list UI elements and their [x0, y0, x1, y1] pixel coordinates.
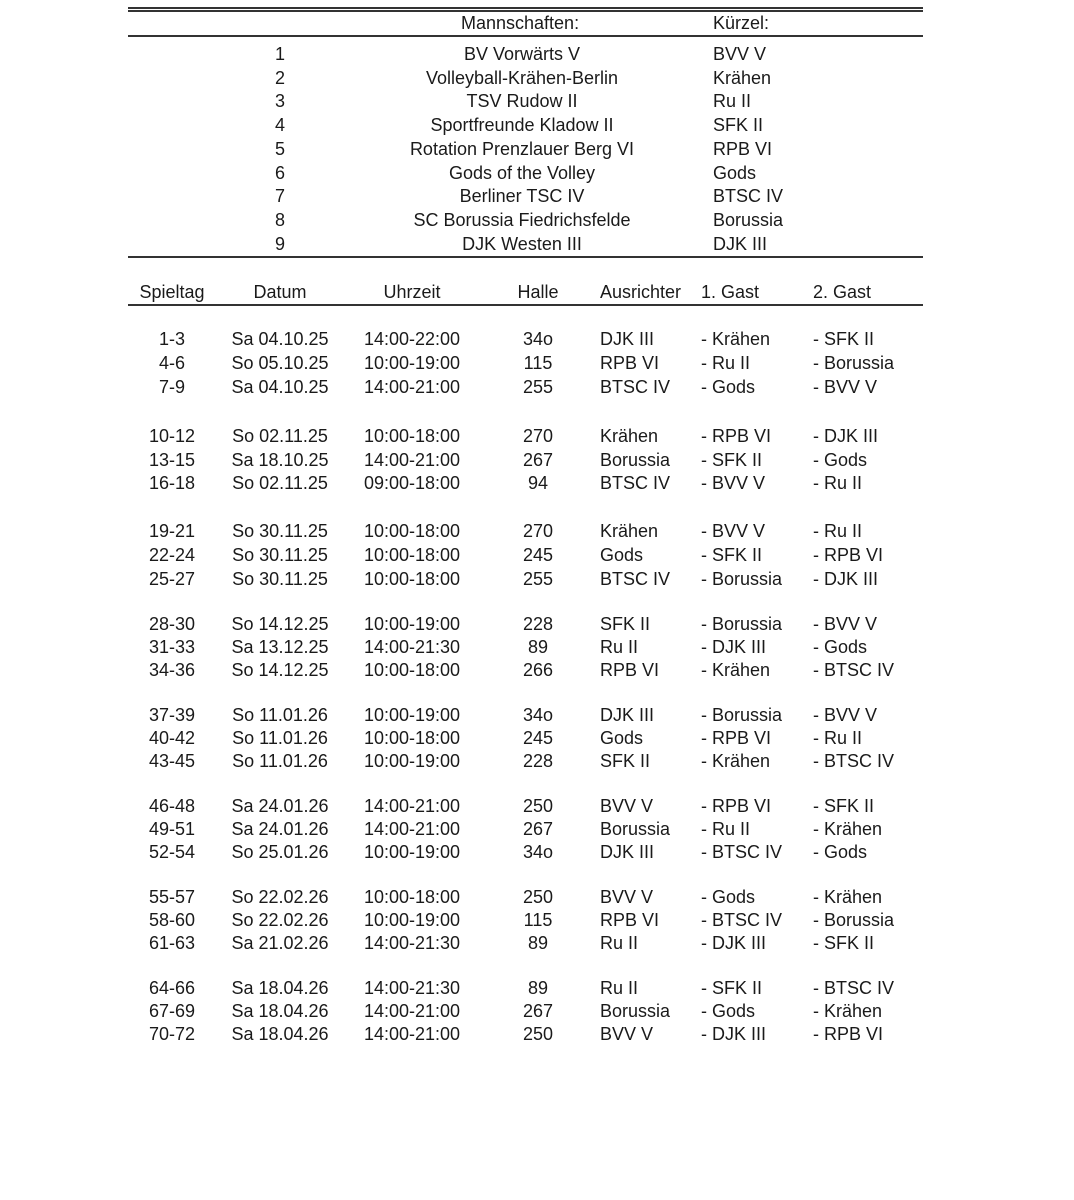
schedule-row — [128, 425, 923, 448]
cell-uhrzeit: 10:00-19:00 — [363, 910, 461, 930]
cell-datum: So 25.01.26 — [231, 842, 329, 862]
schedule-row — [128, 1000, 923, 1023]
team-short: BVV V — [713, 44, 767, 64]
schedule-row — [128, 544, 923, 567]
cell-gast1: - DJK III — [701, 637, 767, 657]
cell-ausrichter: Krähen — [600, 426, 659, 446]
cell-gast2: - RPB VI — [813, 545, 884, 565]
team-short: Ru II — [713, 91, 752, 112]
schedule-row — [128, 328, 923, 351]
header-ausrichter: Ausrichter — [600, 282, 682, 302]
cell-uhrzeit: 14:00-21:00 — [363, 819, 461, 839]
cell-spieltag: 34-36 — [148, 660, 196, 680]
cell-spieltag: 4-6 — [158, 353, 185, 373]
cell-gast1: - SFK II — [701, 545, 763, 565]
cell-gast2: - DJK III — [813, 569, 879, 589]
cell-gast1: - SFK II — [701, 978, 763, 998]
cell-datum: Sa 24.01.26 — [231, 819, 329, 839]
cell-datum: So 02.11.25 — [232, 426, 328, 446]
cell-gast2: - BVV V — [813, 377, 878, 397]
team-short: Gods — [713, 162, 757, 183]
team-name: Berliner TSC IV — [459, 186, 585, 207]
cell-halle: 228 — [522, 614, 554, 634]
cell-ausrichter: BTSC IV — [600, 377, 671, 397]
schedule-row — [128, 932, 923, 955]
cell-ausrichter: Ru II — [600, 933, 639, 953]
cell-datum: Sa 04.10.25 — [231, 377, 329, 397]
cell-datum: Sa 18.04.26 — [231, 978, 329, 998]
cell-gast2: - DJK III — [813, 426, 879, 446]
cell-ausrichter: Gods — [600, 545, 644, 565]
team-short: RPB VI — [713, 138, 773, 159]
cell-uhrzeit: 10:00-18:00 — [363, 569, 461, 589]
cell-datum: Sa 24.01.26 — [231, 796, 329, 816]
cell-halle: 94 — [527, 473, 549, 493]
cell-datum: So 22.02.26 — [231, 910, 329, 930]
cell-uhrzeit: 10:00-19:00 — [363, 353, 461, 373]
cell-spieltag: 43-45 — [148, 751, 196, 771]
team-short: Krähen — [713, 67, 772, 88]
cell-gast2: - BTSC IV — [813, 660, 895, 680]
team-name: DJK Westen III — [462, 233, 582, 254]
team-number: 6 — [274, 162, 285, 183]
cell-ausrichter: RPB VI — [600, 353, 660, 373]
cell-gast1: - Gods — [701, 1001, 756, 1021]
team-name: Gods of the Volley — [448, 162, 596, 183]
team-row — [128, 232, 923, 256]
team-row — [128, 42, 923, 66]
cell-ausrichter: SFK II — [600, 751, 651, 771]
team-name: BV Vorwärts V — [463, 44, 581, 64]
schedule-row — [128, 841, 923, 864]
team-row — [128, 113, 923, 137]
cell-gast1: - Gods — [701, 377, 756, 397]
cell-uhrzeit: 10:00-18:00 — [363, 728, 461, 748]
cell-halle: 266 — [522, 660, 554, 680]
header-spieltag: Spieltag — [139, 282, 205, 302]
cell-ausrichter: RPB VI — [600, 660, 660, 680]
cell-uhrzeit: 14:00-21:30 — [363, 933, 461, 953]
cell-uhrzeit: 14:00-21:00 — [363, 450, 461, 470]
schedule-row — [128, 704, 923, 727]
cell-ausrichter: Borussia — [600, 1001, 671, 1021]
cell-uhrzeit: 14:00-21:00 — [363, 1001, 461, 1021]
team-name: Volleyball-Krähen-Berlin — [425, 67, 619, 88]
cell-uhrzeit: 10:00-18:00 — [363, 521, 461, 541]
cell-uhrzeit: 10:00-18:00 — [363, 426, 461, 446]
cell-datum: Sa 18.04.26 — [231, 1024, 329, 1044]
team-number: 9 — [274, 233, 285, 254]
team-short: BTSC IV — [713, 186, 784, 207]
teams-short-header: Kürzel: — [713, 13, 770, 33]
cell-gast1: - BVV V — [701, 521, 766, 541]
cell-datum: So 30.11.25 — [232, 545, 328, 565]
cell-uhrzeit: 10:00-19:00 — [363, 751, 461, 771]
cell-spieltag: 46-48 — [148, 796, 196, 816]
cell-uhrzeit: 14:00-21:00 — [363, 1024, 461, 1044]
cell-uhrzeit: 14:00-21:30 — [363, 978, 461, 998]
cell-spieltag: 31-33 — [148, 637, 196, 657]
cell-ausrichter: DJK III — [600, 705, 655, 725]
cell-gast1: - Krähen — [701, 660, 771, 680]
schedule-row — [128, 977, 923, 1000]
cell-spieltag: 19-21 — [148, 521, 196, 541]
cell-ausrichter: BVV V — [600, 887, 654, 907]
team-number: 5 — [274, 138, 285, 159]
schedule-row — [128, 750, 923, 773]
team-row — [128, 184, 923, 208]
schedule-row — [128, 352, 923, 375]
schedule-row — [128, 659, 923, 682]
cell-spieltag: 16-18 — [148, 473, 196, 493]
cell-uhrzeit: 14:00-21:00 — [363, 377, 461, 397]
cell-halle: 270 — [522, 521, 554, 541]
cell-halle: 34o — [522, 705, 554, 725]
cell-datum: So 30.11.25 — [232, 521, 328, 541]
cell-ausrichter: Ru II — [600, 978, 639, 998]
cell-halle: 89 — [527, 978, 549, 998]
cell-datum: So 14.12.25 — [231, 660, 329, 680]
cell-spieltag: 37-39 — [148, 705, 196, 725]
cell-halle: 34o — [522, 329, 554, 349]
cell-halle: 250 — [522, 887, 554, 907]
cell-ausrichter: Gods — [600, 728, 644, 748]
header-gast2: 2. Gast — [813, 282, 872, 302]
cell-gast2: - SFK II — [813, 933, 875, 953]
cell-ausrichter: BVV V — [600, 796, 654, 816]
cell-halle: 89 — [527, 933, 549, 953]
cell-uhrzeit: 10:00-19:00 — [363, 842, 461, 862]
cell-datum: So 11.01.26 — [232, 751, 328, 771]
cell-spieltag: 22-24 — [148, 545, 196, 565]
schedule-row — [128, 818, 923, 841]
cell-ausrichter: Borussia — [600, 450, 671, 470]
cell-gast2: - Borussia — [813, 353, 895, 373]
cell-spieltag: 67-69 — [148, 1001, 196, 1021]
team-row — [128, 161, 923, 185]
schedule-row — [128, 636, 923, 659]
cell-halle: 250 — [522, 1024, 554, 1044]
team-row — [128, 66, 923, 90]
schedule-row — [128, 472, 923, 495]
cell-gast2: - Krähen — [813, 1001, 883, 1021]
cell-datum: So 14.12.25 — [231, 614, 329, 634]
cell-datum: So 30.11.25 — [232, 569, 328, 589]
cell-gast1: - Gods — [701, 887, 756, 907]
cell-gast2: - Gods — [813, 450, 868, 470]
cell-halle: 115 — [523, 353, 553, 373]
header-datum: Datum — [253, 282, 307, 302]
cell-ausrichter: Borussia — [600, 819, 671, 839]
team-row — [128, 89, 923, 113]
cell-gast2: - BVV V — [813, 614, 878, 634]
schedule-row — [128, 520, 923, 543]
cell-datum: Sa 18.04.26 — [231, 1001, 329, 1021]
cell-gast2: - Ru II — [813, 521, 863, 541]
cell-spieltag: 70-72 — [148, 1024, 196, 1044]
cell-halle: 115 — [523, 910, 553, 930]
team-name: Sportfreunde Kladow II — [430, 115, 614, 136]
cell-gast2: - Krähen — [813, 887, 883, 907]
teams-bottom-rule — [128, 256, 923, 258]
cell-gast1: - Borussia — [701, 569, 783, 589]
cell-datum: So 05.10.25 — [231, 353, 329, 373]
schedule-row — [128, 376, 923, 399]
teams-name-header: Mannschaften: — [461, 13, 580, 33]
cell-uhrzeit: 10:00-18:00 — [363, 545, 461, 565]
cell-gast2: - BVV V — [813, 705, 878, 725]
cell-gast1: - Borussia — [701, 614, 783, 634]
cell-spieltag: 28-30 — [148, 614, 196, 634]
cell-uhrzeit: 14:00-21:00 — [363, 796, 461, 816]
cell-spieltag: 10-12 — [148, 426, 196, 446]
team-row — [128, 208, 923, 232]
cell-datum: So 02.11.25 — [232, 473, 328, 493]
team-short: DJK III — [713, 233, 768, 254]
cell-gast2: - RPB VI — [813, 1024, 884, 1044]
cell-ausrichter: Krähen — [600, 521, 659, 541]
cell-gast1: - BTSC IV — [701, 842, 783, 862]
cell-ausrichter: DJK III — [600, 842, 655, 862]
team-number: 4 — [274, 115, 285, 136]
cell-gast2: - Krähen — [813, 819, 883, 839]
cell-halle: 267 — [522, 819, 554, 839]
cell-gast2: - Borussia — [813, 910, 895, 930]
cell-uhrzeit: 10:00-19:00 — [363, 705, 461, 725]
cell-gast1: - RPB VI — [701, 426, 772, 446]
schedule-row — [128, 795, 923, 818]
team-name: TSV Rudow II — [466, 91, 578, 112]
cell-spieltag: 55-57 — [148, 887, 196, 907]
cell-gast2: - Gods — [813, 842, 868, 862]
team-number: 1 — [274, 44, 285, 64]
cell-gast1: - Krähen — [701, 329, 771, 349]
schedule-row — [128, 909, 923, 932]
cell-datum: So 22.02.26 — [231, 887, 329, 907]
cell-gast1: - SFK II — [701, 450, 763, 470]
cell-gast1: - BTSC IV — [701, 910, 783, 930]
cell-gast1: - Krähen — [701, 751, 771, 771]
cell-halle: 267 — [522, 450, 554, 470]
cell-gast1: - Ru II — [701, 353, 751, 373]
cell-gast2: - SFK II — [813, 796, 875, 816]
schedule-row — [128, 449, 923, 472]
cell-halle: 89 — [527, 637, 549, 657]
cell-halle: 245 — [522, 728, 554, 748]
schedule-header-rule — [128, 304, 923, 306]
cell-spieltag: 40-42 — [148, 728, 196, 748]
cell-gast1: - DJK III — [701, 933, 767, 953]
schedule-row — [128, 568, 923, 591]
cell-gast2: - BTSC IV — [813, 751, 895, 771]
cell-gast2: - BTSC IV — [813, 978, 895, 998]
cell-datum: Sa 04.10.25 — [231, 329, 329, 349]
cell-gast2: - Gods — [813, 637, 868, 657]
team-number: 7 — [274, 186, 285, 207]
cell-halle: 228 — [522, 751, 554, 771]
cell-datum: So 11.01.26 — [232, 728, 328, 748]
cell-datum: Sa 13.12.25 — [231, 637, 329, 657]
cell-halle: 270 — [522, 426, 554, 446]
cell-gast1: - DJK III — [701, 1024, 767, 1044]
cell-datum: Sa 18.10.25 — [231, 450, 329, 470]
cell-uhrzeit: 10:00-18:00 — [363, 660, 461, 680]
cell-halle: 250 — [522, 796, 554, 816]
team-number: 2 — [274, 67, 285, 88]
team-number: 8 — [274, 209, 285, 230]
cell-spieltag: 49-51 — [148, 819, 196, 839]
cell-gast1: - RPB VI — [701, 728, 772, 748]
cell-gast2: - Ru II — [813, 728, 863, 748]
cell-ausrichter: BTSC IV — [600, 473, 671, 493]
cell-uhrzeit: 14:00-22:00 — [363, 329, 461, 349]
cell-spieltag: 58-60 — [148, 910, 196, 930]
cell-halle: 267 — [522, 1001, 554, 1021]
cell-ausrichter: RPB VI — [600, 910, 660, 930]
cell-ausrichter: BVV V — [600, 1024, 654, 1044]
cell-gast2: - SFK II — [813, 329, 875, 349]
cell-uhrzeit: 10:00-18:00 — [363, 887, 461, 907]
cell-spieltag: 13-15 — [148, 450, 196, 470]
teams-header-rule — [128, 35, 923, 37]
cell-spieltag: 64-66 — [148, 978, 196, 998]
team-row — [128, 137, 923, 161]
team-name: SC Borussia Fiedrichsfelde — [413, 209, 631, 230]
cell-ausrichter: BTSC IV — [600, 569, 671, 589]
team-name: Rotation Prenzlauer Berg VI — [409, 138, 635, 159]
cell-halle: 34o — [522, 842, 554, 862]
schedule-row — [128, 613, 923, 636]
cell-ausrichter: DJK III — [600, 329, 655, 349]
cell-gast1: - Borussia — [701, 705, 783, 725]
cell-spieltag: 61-63 — [148, 933, 196, 953]
team-number: 3 — [274, 91, 285, 112]
header-gast1: 1. Gast — [701, 282, 760, 302]
header-uhrzeit: Uhrzeit — [383, 282, 441, 302]
team-short: Borussia — [713, 209, 784, 230]
cell-uhrzeit: 10:00-19:00 — [363, 614, 461, 634]
cell-halle: 255 — [522, 377, 554, 397]
cell-datum: So 11.01.26 — [232, 705, 328, 725]
cell-spieltag: 7-9 — [158, 377, 185, 397]
cell-gast1: - BVV V — [701, 473, 766, 493]
cell-datum: Sa 21.02.26 — [231, 933, 329, 953]
cell-halle: 255 — [522, 569, 554, 589]
cell-uhrzeit: 14:00-21:30 — [363, 637, 461, 657]
cell-gast1: - RPB VI — [701, 796, 772, 816]
cell-ausrichter: SFK II — [600, 614, 651, 634]
header-halle: Halle — [517, 282, 559, 302]
cell-halle: 245 — [522, 545, 554, 565]
schedule-row — [128, 727, 923, 750]
team-short: SFK II — [713, 115, 764, 136]
schedule-row — [128, 1023, 923, 1046]
schedule-row — [128, 886, 923, 909]
cell-spieltag: 25-27 — [148, 569, 196, 589]
cell-gast2: - Ru II — [813, 473, 863, 493]
cell-spieltag: 52-54 — [148, 842, 196, 862]
cell-gast1: - Ru II — [701, 819, 751, 839]
cell-spieltag: 1-3 — [158, 329, 185, 349]
cell-uhrzeit: 09:00-18:00 — [363, 473, 461, 493]
schedule-header-row — [128, 280, 923, 304]
cell-ausrichter: Ru II — [600, 637, 639, 657]
